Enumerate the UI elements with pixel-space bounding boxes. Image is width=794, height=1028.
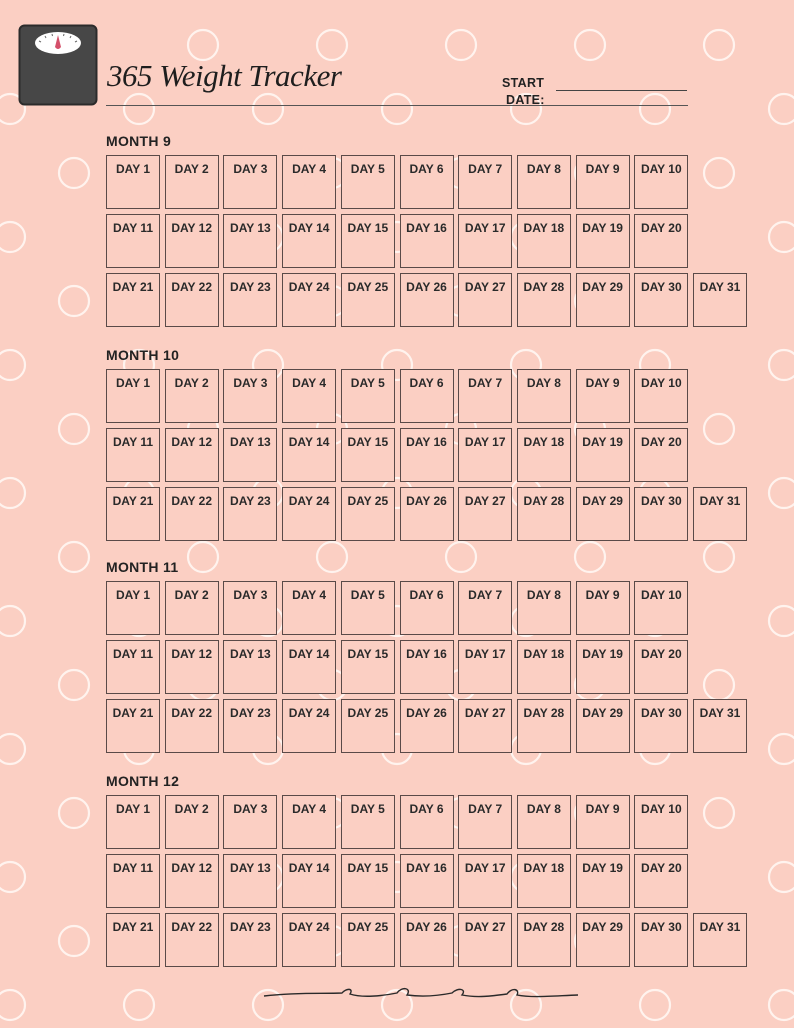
day-box[interactable]: DAY 4: [282, 369, 336, 423]
day-box[interactable]: DAY 26: [400, 487, 454, 541]
day-box[interactable]: DAY 22: [165, 913, 219, 967]
day-box[interactable]: DAY 26: [400, 913, 454, 967]
background-circle: [0, 222, 25, 252]
background-circle: [0, 862, 25, 892]
day-box[interactable]: DAY 28: [517, 487, 571, 541]
day-box[interactable]: DAY 26: [400, 273, 454, 327]
day-box[interactable]: DAY 4: [282, 581, 336, 635]
day-box[interactable]: DAY 13: [223, 640, 277, 694]
day-box[interactable]: DAY 8: [517, 581, 571, 635]
day-box[interactable]: DAY 15: [341, 214, 395, 268]
day-box[interactable]: DAY 11: [106, 214, 160, 268]
day-box[interactable]: DAY 25: [341, 699, 395, 753]
day-box[interactable]: DAY 24: [282, 699, 336, 753]
background-circle: [769, 94, 794, 124]
day-box[interactable]: DAY 18: [517, 214, 571, 268]
day-box[interactable]: DAY 13: [223, 428, 277, 482]
day-box[interactable]: DAY 5: [341, 155, 395, 209]
day-box[interactable]: DAY 17: [458, 428, 512, 482]
month-title: MONTH 11: [106, 559, 179, 575]
background-circle: [0, 990, 25, 1020]
background-circle: [575, 30, 605, 60]
background-circle: [704, 670, 734, 700]
day-box[interactable]: DAY 20: [634, 428, 688, 482]
background-circle: [59, 158, 89, 188]
day-box[interactable]: DAY 24: [282, 487, 336, 541]
background-circle: [59, 414, 89, 444]
day-box[interactable]: DAY 28: [517, 273, 571, 327]
background-circle: [769, 222, 794, 252]
day-box[interactable]: DAY 5: [341, 581, 395, 635]
day-box[interactable]: DAY 27: [458, 913, 512, 967]
background-circle: [704, 798, 734, 828]
background-circle: [0, 350, 25, 380]
background-circle: [253, 94, 283, 124]
background-circle: [59, 670, 89, 700]
day-box[interactable]: DAY 2: [165, 795, 219, 849]
day-box[interactable]: DAY 31: [693, 913, 747, 967]
background-circle: [575, 542, 605, 572]
month-title: MONTH 10: [106, 347, 180, 363]
day-box[interactable]: DAY 13: [223, 214, 277, 268]
day-box[interactable]: DAY 9: [576, 369, 630, 423]
bottom-flourish: [262, 982, 580, 1006]
background-circle: [769, 606, 794, 636]
day-box[interactable]: DAY 10: [634, 795, 688, 849]
day-box[interactable]: DAY 11: [106, 854, 160, 908]
day-box[interactable]: DAY 10: [634, 369, 688, 423]
background-circle: [0, 478, 25, 508]
background-circle: [59, 798, 89, 828]
day-box[interactable]: DAY 3: [223, 155, 277, 209]
day-box[interactable]: DAY 27: [458, 273, 512, 327]
day-box[interactable]: DAY 23: [223, 699, 277, 753]
day-box[interactable]: DAY 25: [341, 487, 395, 541]
day-box[interactable]: DAY 7: [458, 795, 512, 849]
day-box[interactable]: DAY 19: [576, 640, 630, 694]
background-circle: [769, 734, 794, 764]
background-circle: [704, 542, 734, 572]
day-box[interactable]: DAY 21: [106, 699, 160, 753]
day-box[interactable]: DAY 2: [165, 155, 219, 209]
day-box[interactable]: DAY 1: [106, 581, 160, 635]
title-underline: [106, 105, 688, 106]
day-box[interactable]: DAY 27: [458, 487, 512, 541]
day-box[interactable]: DAY 15: [341, 854, 395, 908]
day-box[interactable]: DAY 16: [400, 640, 454, 694]
day-box[interactable]: DAY 3: [223, 369, 277, 423]
background-circle: [59, 542, 89, 572]
day-box[interactable]: DAY 15: [341, 428, 395, 482]
day-box[interactable]: DAY 24: [282, 273, 336, 327]
day-box[interactable]: DAY 14: [282, 854, 336, 908]
day-box[interactable]: DAY 4: [282, 795, 336, 849]
day-box[interactable]: DAY 22: [165, 699, 219, 753]
background-circle: [640, 94, 670, 124]
background-circle: [769, 350, 794, 380]
day-box[interactable]: DAY 7: [458, 155, 512, 209]
day-box[interactable]: DAY 28: [517, 913, 571, 967]
day-box[interactable]: DAY 21: [106, 913, 160, 967]
background-circle: [382, 94, 412, 124]
background-circle: [317, 30, 347, 60]
background-circle: [704, 414, 734, 444]
day-box[interactable]: DAY 23: [223, 913, 277, 967]
day-box[interactable]: DAY 29: [576, 699, 630, 753]
day-box[interactable]: DAY 26: [400, 699, 454, 753]
date-label: DATE:: [506, 93, 545, 107]
day-box[interactable]: DAY 24: [282, 913, 336, 967]
background-circle: [124, 990, 154, 1020]
day-box[interactable]: DAY 31: [693, 699, 747, 753]
day-box[interactable]: DAY 16: [400, 854, 454, 908]
day-box[interactable]: DAY 30: [634, 699, 688, 753]
day-box[interactable]: DAY 16: [400, 428, 454, 482]
day-box[interactable]: DAY 20: [634, 640, 688, 694]
day-box[interactable]: DAY 20: [634, 854, 688, 908]
day-box[interactable]: DAY 17: [458, 854, 512, 908]
day-box[interactable]: DAY 31: [693, 273, 747, 327]
day-box[interactable]: DAY 7: [458, 581, 512, 635]
day-box[interactable]: DAY 14: [282, 640, 336, 694]
background-circle: [704, 30, 734, 60]
day-box[interactable]: DAY 20: [634, 214, 688, 268]
day-box[interactable]: DAY 29: [576, 913, 630, 967]
day-box[interactable]: DAY 22: [165, 487, 219, 541]
day-box[interactable]: DAY 15: [341, 640, 395, 694]
day-box[interactable]: DAY 27: [458, 699, 512, 753]
background-circle: [0, 606, 25, 636]
day-box[interactable]: DAY 4: [282, 155, 336, 209]
day-box[interactable]: DAY 3: [223, 795, 277, 849]
day-box[interactable]: DAY 11: [106, 640, 160, 694]
day-box[interactable]: DAY 2: [165, 369, 219, 423]
day-box[interactable]: DAY 1: [106, 369, 160, 423]
day-box[interactable]: DAY 8: [517, 155, 571, 209]
day-box[interactable]: DAY 30: [634, 487, 688, 541]
background-circle: [317, 542, 347, 572]
start-label: START: [502, 76, 545, 90]
day-box[interactable]: DAY 23: [223, 273, 277, 327]
day-box[interactable]: DAY 8: [517, 369, 571, 423]
day-box[interactable]: DAY 21: [106, 273, 160, 327]
background-circle: [446, 30, 476, 60]
background-circle: [59, 286, 89, 316]
day-box[interactable]: DAY 17: [458, 640, 512, 694]
day-box[interactable]: DAY 10: [634, 155, 688, 209]
day-box[interactable]: DAY 1: [106, 795, 160, 849]
day-box[interactable]: DAY 12: [165, 428, 219, 482]
day-box[interactable]: DAY 18: [517, 640, 571, 694]
day-box[interactable]: DAY 6: [400, 369, 454, 423]
scale-icon: [18, 24, 98, 106]
day-box[interactable]: DAY 6: [400, 155, 454, 209]
day-box[interactable]: DAY 6: [400, 795, 454, 849]
day-box[interactable]: DAY 6: [400, 581, 454, 635]
day-box[interactable]: DAY 29: [576, 487, 630, 541]
background-circle: [124, 94, 154, 124]
day-box[interactable]: DAY 8: [517, 795, 571, 849]
background-circle: [769, 990, 794, 1020]
day-box[interactable]: DAY 19: [576, 854, 630, 908]
month-title: MONTH 12: [106, 773, 180, 789]
day-box[interactable]: DAY 5: [341, 369, 395, 423]
day-box[interactable]: DAY 22: [165, 273, 219, 327]
day-box[interactable]: DAY 13: [223, 854, 277, 908]
background-circle: [188, 30, 218, 60]
day-box[interactable]: DAY 14: [282, 428, 336, 482]
day-box[interactable]: DAY 1: [106, 155, 160, 209]
day-box[interactable]: DAY 28: [517, 699, 571, 753]
day-box[interactable]: DAY 9: [576, 795, 630, 849]
day-box[interactable]: DAY 25: [341, 273, 395, 327]
page-title: 365 Weight Tracker: [107, 58, 342, 93]
day-box[interactable]: DAY 3: [223, 581, 277, 635]
day-box[interactable]: DAY 17: [458, 214, 512, 268]
day-box[interactable]: DAY 18: [517, 854, 571, 908]
day-box[interactable]: DAY 12: [165, 214, 219, 268]
day-box[interactable]: DAY 31: [693, 487, 747, 541]
day-box[interactable]: DAY 18: [517, 428, 571, 482]
day-box[interactable]: DAY 9: [576, 581, 630, 635]
day-box[interactable]: DAY 25: [341, 913, 395, 967]
day-box[interactable]: DAY 9: [576, 155, 630, 209]
day-box[interactable]: DAY 29: [576, 273, 630, 327]
day-box[interactable]: DAY 11: [106, 428, 160, 482]
day-box[interactable]: DAY 2: [165, 581, 219, 635]
day-box[interactable]: DAY 12: [165, 640, 219, 694]
background-circle: [640, 990, 670, 1020]
start-line[interactable]: [556, 90, 687, 91]
background-circle: [446, 542, 476, 572]
day-box[interactable]: DAY 10: [634, 581, 688, 635]
day-box[interactable]: DAY 7: [458, 369, 512, 423]
day-box[interactable]: DAY 19: [576, 214, 630, 268]
month-title: MONTH 9: [106, 133, 172, 149]
day-box[interactable]: DAY 14: [282, 214, 336, 268]
background-circle: [769, 862, 794, 892]
day-box[interactable]: DAY 30: [634, 913, 688, 967]
day-box[interactable]: DAY 19: [576, 428, 630, 482]
day-box[interactable]: DAY 21: [106, 487, 160, 541]
background-circle: [59, 926, 89, 956]
background-circle: [769, 478, 794, 508]
background-circle: [704, 158, 734, 188]
background-circle: [0, 734, 25, 764]
day-box[interactable]: DAY 30: [634, 273, 688, 327]
day-box[interactable]: DAY 16: [400, 214, 454, 268]
day-box[interactable]: DAY 23: [223, 487, 277, 541]
day-box[interactable]: DAY 12: [165, 854, 219, 908]
day-box[interactable]: DAY 5: [341, 795, 395, 849]
background-circle: [188, 542, 218, 572]
